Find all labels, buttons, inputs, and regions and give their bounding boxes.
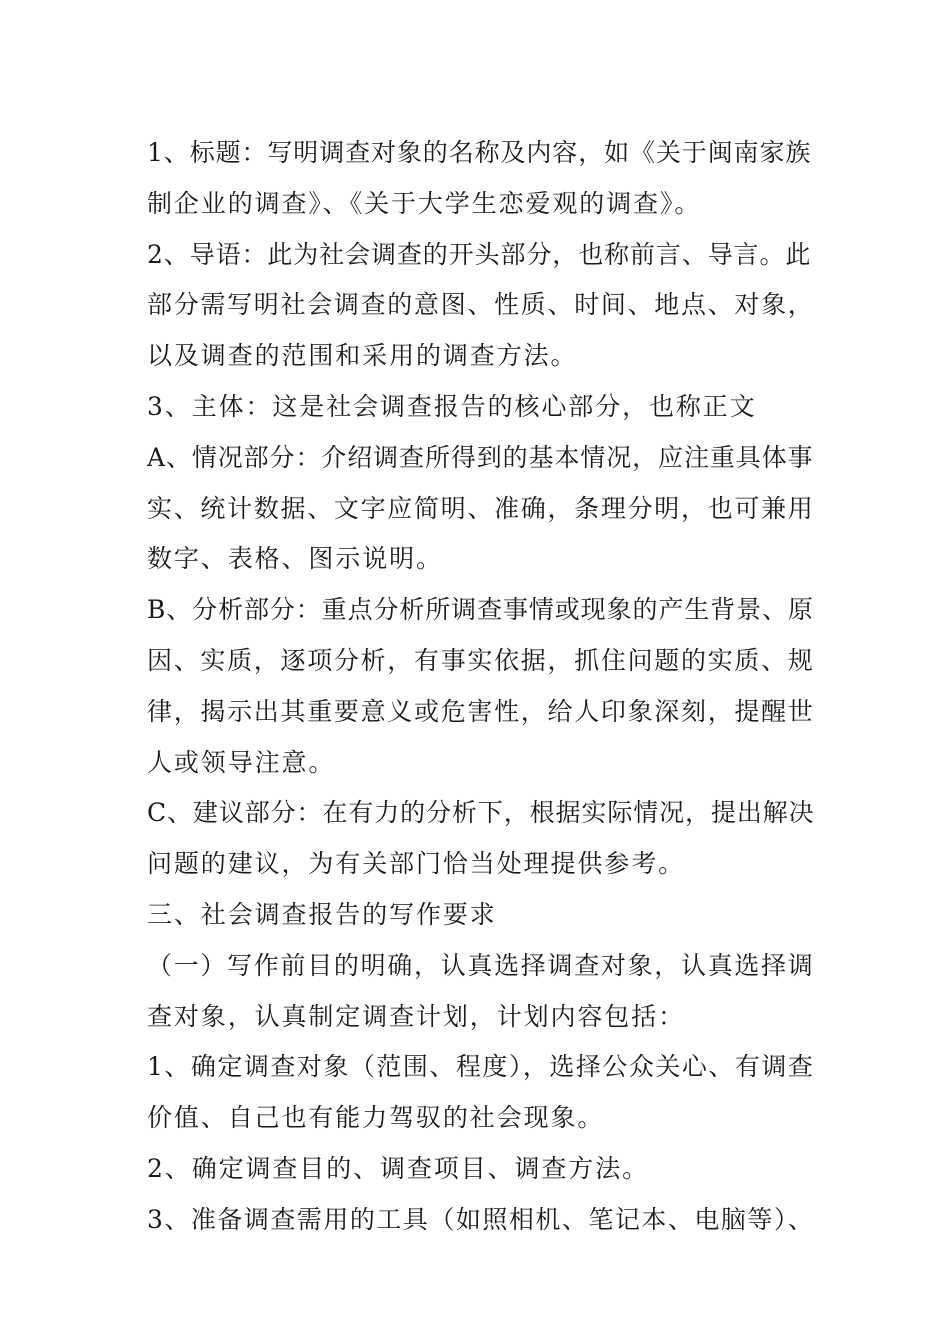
text-line: （一）写作前目的明确，认真选择调查对象，认真选择调 <box>147 950 815 980</box>
text-line: 1、确定调查对象（范围、程度），选择公众关心、有调查 <box>147 1052 815 1082</box>
text-line: 律，揭示出其重要意义或危害性，给人印象深刻，提醒世 <box>147 696 815 726</box>
text-line: B、分析部分：重点分析所调查事情或现象的产生背景、原 <box>147 595 814 625</box>
text-line: A、情况部分：介绍调查所得到的基本情况，应注重具体事 <box>147 442 814 472</box>
text-line: 1、标题：写明调查对象的名称及内容，如《关于闽南家族 <box>147 138 812 167</box>
text-line: 实、统计数据、文字应简明、准确，条理分明，也可兼用 <box>147 493 815 523</box>
text-line: 数字、表格、图示说明。 <box>147 544 443 574</box>
text-line: 问题的建议，为有关部门恰当处理提供参考。 <box>147 849 686 879</box>
section-heading: 三、社会调查报告的写作要求 <box>147 899 497 929</box>
text-line: 因、实质，逐项分析，有事实依据，抓住问题的实质、规 <box>147 645 815 675</box>
text-line: C、建议部分：在有力的分析下，根据实际情况，提出解决 <box>147 798 815 828</box>
text-line: 2、导语：此为社会调查的开头部分，也称前言、导言。此 <box>147 239 812 269</box>
text-line: 以及调查的范围和采用的调查方法。 <box>147 341 578 371</box>
text-line: 人或领导注意。 <box>147 747 336 777</box>
text-line: 2、确定调查目的、调查项目、调查方法。 <box>147 1153 650 1183</box>
text-line: 查对象，认真制定调查计划，计划内容包括： <box>147 1001 686 1031</box>
text-line: 制企业的调查》、《关于大学生恋爱观的调查》。 <box>147 188 702 218</box>
document-body <box>147 128 815 1246</box>
text-line: 部分需写明社会调查的意图、性质、时间、地点、对象， <box>147 290 815 320</box>
text-line: 3、准备调查需用的工具（如照相机、笔记本、电脑等）、 <box>147 1204 815 1234</box>
text-line: 3、主体：这是社会调查报告的核心部分，也称正文 <box>147 391 757 421</box>
text-line: 价值、自己也有能力驾驭的社会现象。 <box>147 1103 605 1133</box>
